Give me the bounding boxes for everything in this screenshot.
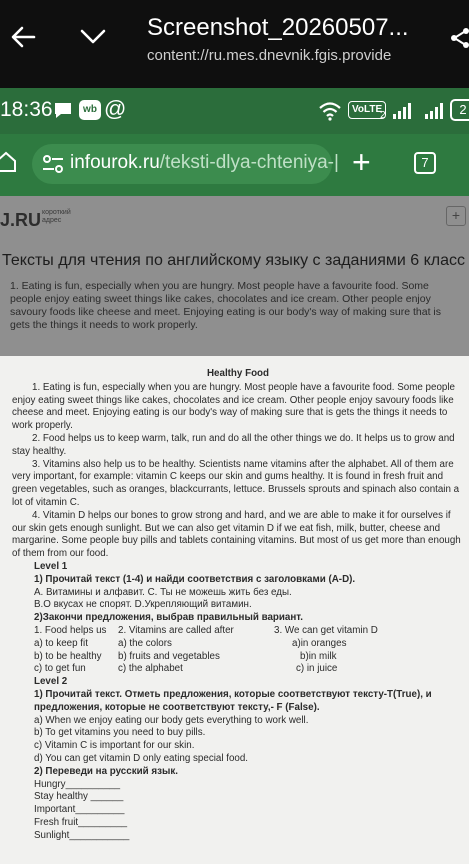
at-icon: @: [104, 96, 127, 121]
word-item: Fresh fruit_________: [34, 816, 128, 828]
file-uri: content://ru.mes.dnevnik.fgis.provide: [147, 47, 392, 64]
grid-cell: 3. We can get vitamin D: [274, 624, 378, 636]
chat-bubble-icon: [53, 101, 73, 119]
document-image: [0, 356, 469, 864]
options-grid: [34, 625, 464, 676]
word-item: Important_________: [34, 804, 125, 816]
grid-cell: a) to keep fit: [34, 637, 88, 649]
web-page: [0, 196, 469, 356]
grid-cell: c) the alphabet: [118, 663, 183, 675]
word-item: Sunlight___________: [34, 829, 130, 841]
clock: 18:36: [0, 98, 53, 121]
wb-app-icon: wb: [79, 100, 101, 120]
grid-cell: 1. Food helps us: [34, 624, 107, 636]
statement: a) When we enjoy eating our body gets everything to work well.: [34, 714, 309, 726]
paragraph-2: 2. Food helps us to keep warm, talk, run and do all the other things we do. It helps us to grow and stay healthy.: [12, 432, 455, 457]
expand-button[interactable]: +: [446, 206, 466, 226]
logo-note-line: адрес: [42, 217, 62, 224]
level-2-heading: Level 2: [34, 676, 68, 688]
signal-icon: [392, 101, 414, 119]
url-host: infourok.ru: [70, 152, 160, 173]
grid-cell: b) to be healthy: [34, 650, 102, 662]
tab-switcher-button[interactable]: 7: [414, 152, 436, 174]
back-arrow-icon[interactable]: [8, 22, 38, 52]
new-tab-button[interactable]: +: [352, 144, 371, 180]
status-bar: [0, 88, 469, 134]
task-2: 2)Закончи предложения, выбрав правильный вариант.: [34, 612, 303, 624]
paragraph-4: 4. Vitamin D helps our bones to grow strong and hard, and we are able to make it for ourselves if our skin gets enough sunlight. But we can also get vitamin D if we eat fish, milk, butter, cheese and margarine. Some people buy pills and tablets containing vitamins. But most of us get more than enough of them from our food.: [12, 509, 461, 560]
grid-cell: 2. Vitamins are called after: [118, 624, 234, 636]
task-1: 1) Прочитай текст (1-4) и найди соответствия с заголовками (A-D).: [34, 573, 356, 585]
browser-toolbar: [0, 134, 469, 196]
site-logo[interactable]: J.RU: [0, 210, 42, 230]
battery-icon: 2: [450, 99, 469, 121]
task-4: 2) Переведи на русский язык.: [34, 765, 178, 777]
logo-note: [42, 209, 71, 225]
url-path: /teksti-dlya-chteniya-|: [159, 152, 339, 173]
file-title: Screenshot_20260507...: [147, 14, 409, 41]
share-icon[interactable]: [448, 26, 469, 50]
grid-cell: c) in juice: [296, 663, 338, 675]
task-3: 1) Прочитай текст. Отметь предложения, которые соответствуют тексту-T(True), и предложения, которые не соответствуют тексту,- F (False).: [34, 688, 432, 713]
grid-cell: b)in milk: [300, 650, 337, 662]
grid-cell: b) fruits and vegetables: [118, 650, 220, 662]
sim-number: 2: [380, 110, 386, 121]
statement: c) Vitamin C is important for our skin.: [34, 740, 195, 752]
paragraph-1: 1. Eating is fun, especially when you are hungry. Most people have a favourite food. Some people enjoy eating sweet things like cakes, chocolates and ice cream. Other people enjoy savoury foods like cheese and meet. Enjoying eating is our body's way of making sure that is gets the things it needs to work properly.: [12, 381, 455, 432]
task-1-options: А. Витамины и алфавит. С. Ты не можешь жить без еды.: [34, 586, 292, 598]
screenshot-content: [0, 88, 469, 864]
task-1-options: В.О вкусах не спорят. D.Укрепляющий витамин.: [34, 599, 252, 611]
url-text[interactable]: [70, 152, 339, 174]
volte-icon: VoLTE: [348, 101, 386, 119]
level-1-heading: Level 1: [34, 560, 68, 572]
logo-note-line: короткий: [42, 209, 71, 216]
home-icon[interactable]: [0, 150, 18, 174]
word-item: Stay healthy ______: [34, 791, 124, 803]
word-item: Hungry__________: [34, 778, 121, 790]
doc-title: Healthy Food: [206, 368, 270, 379]
page-title: Тексты для чтения по английскому языку с заданиями 6 класс: [2, 252, 466, 269]
viewer-toolbar: [0, 0, 469, 88]
statement: d) You can get vitamin D only eating special food.: [34, 752, 249, 764]
paragraph-3: 3. Vitamins also help us to be healthy. Scientists name vitamins after the alphabet. All of them are very important, for example: vitamin C keeps our skin and gums healthy. It is found in fresh fruit and green vegetables, such as oranges, blackcurrants, lettuce. Brussels sprouts and spinach also contain a lot of vitamin C.: [12, 458, 460, 508]
chevron-down-icon[interactable]: [78, 24, 108, 50]
grid-cell: c) to get fun: [34, 663, 86, 675]
grid-cell: a)in oranges: [292, 637, 347, 649]
site-settings-icon[interactable]: [42, 154, 64, 174]
wifi-icon: [318, 101, 342, 121]
preview-paragraph: 1. Eating is fun, especially when you are hungry. Most people have a favourite food. Some people enjoy eating sweet things like cakes, chocolates and ice cream. Other people enjoy savoury foods like cheese and meet. Enjoying eating is our body's way of making sure that is gets the things it needs to work properly.: [10, 280, 441, 331]
statement: b) To get vitamins you need to buy pills.: [34, 727, 206, 739]
grid-cell: a) the colors: [118, 637, 172, 649]
signal-icon: [424, 101, 446, 119]
